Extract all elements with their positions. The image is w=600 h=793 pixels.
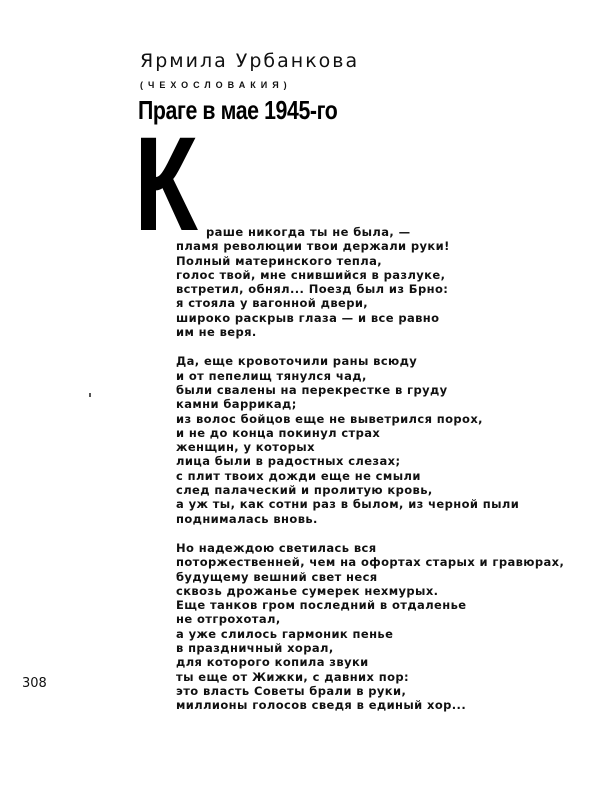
- page-number: 308: [22, 676, 47, 691]
- poem-title: Праге в мае 1945-го: [138, 95, 338, 125]
- poem-line: из волос бойцов еще не выветрился порох,: [176, 411, 483, 426]
- poem-line: с плит твоих дожди еще не смыли: [176, 468, 421, 483]
- poem-line: поднималась вновь.: [176, 511, 318, 526]
- poem-line: ты еще от Жижки, с давних пор:: [176, 669, 410, 684]
- drop-cap: К: [134, 110, 198, 259]
- poem-line: в праздничный хорал,: [176, 641, 334, 656]
- poem-line: поторжественней, чем на офортах старых и гравюрах,: [176, 555, 565, 570]
- stanza-3: [176, 541, 564, 713]
- poem-line: не отгрохотал,: [176, 612, 281, 627]
- poem-line: голос твой, мне снившийся в разлуке,: [176, 267, 446, 282]
- poem-line: миллионы голосов сведя в единый хор...: [176, 698, 467, 713]
- stanza-gap: [176, 339, 564, 354]
- scan-speck: [89, 393, 91, 397]
- poem-line: Но надеждою светилась вся: [176, 540, 377, 555]
- poem-line: а уже слилось гармоник пенье: [176, 626, 394, 641]
- poem-line: Еще танков гром последний в отдаленье: [176, 598, 467, 613]
- poem-line: след палаческий и пролитую кровь,: [176, 483, 433, 498]
- poem-line: и не до конца покинул страх: [176, 425, 381, 440]
- poem-line: им не веря.: [176, 325, 257, 340]
- poem-line: пламя революции твои держали руки!: [176, 239, 450, 254]
- stanza-2: [176, 354, 564, 526]
- stanza-gap: [176, 526, 564, 541]
- poem-body: [176, 225, 564, 713]
- stanza-1: [176, 225, 564, 339]
- poem-line: были свалены на перекрестке в груду: [176, 382, 448, 397]
- poem-line: это власть Советы брали в руки,: [176, 683, 407, 698]
- poem-line: и от пепелищ тянулся чад,: [176, 368, 367, 383]
- poem-line: женщин, у которых: [176, 440, 315, 455]
- poem-line: для которого копила звуки: [176, 655, 369, 670]
- poem-line: лица были в радостных слезах;: [176, 454, 401, 469]
- poem-line: камни баррикад;: [176, 397, 297, 412]
- poem-line: сквозь дрожанье сумерек нехмурых.: [176, 583, 439, 598]
- poem-line: а уж ты, как сотни раз в былом, из черной пыли: [176, 497, 520, 512]
- author-country: (ЧЕХОСЛОВАКИЯ): [140, 80, 292, 90]
- poem-line: широко раскрыв глаза — и все равно: [176, 310, 440, 325]
- poem-line: будущему вешний свет неся: [176, 569, 378, 584]
- poem-line: раше никогда ты не была, —: [206, 225, 411, 239]
- poem-line: Полный материнского тепла,: [176, 253, 383, 268]
- poem-line: встретил, обнял... Поезд был из Брно:: [176, 282, 449, 297]
- poem-line: Да, еще кровоточили раны всюду: [176, 354, 418, 369]
- poem-line: я стояла у вагонной двери,: [176, 296, 369, 311]
- author-name: Ярмила Урбанкова: [140, 50, 360, 72]
